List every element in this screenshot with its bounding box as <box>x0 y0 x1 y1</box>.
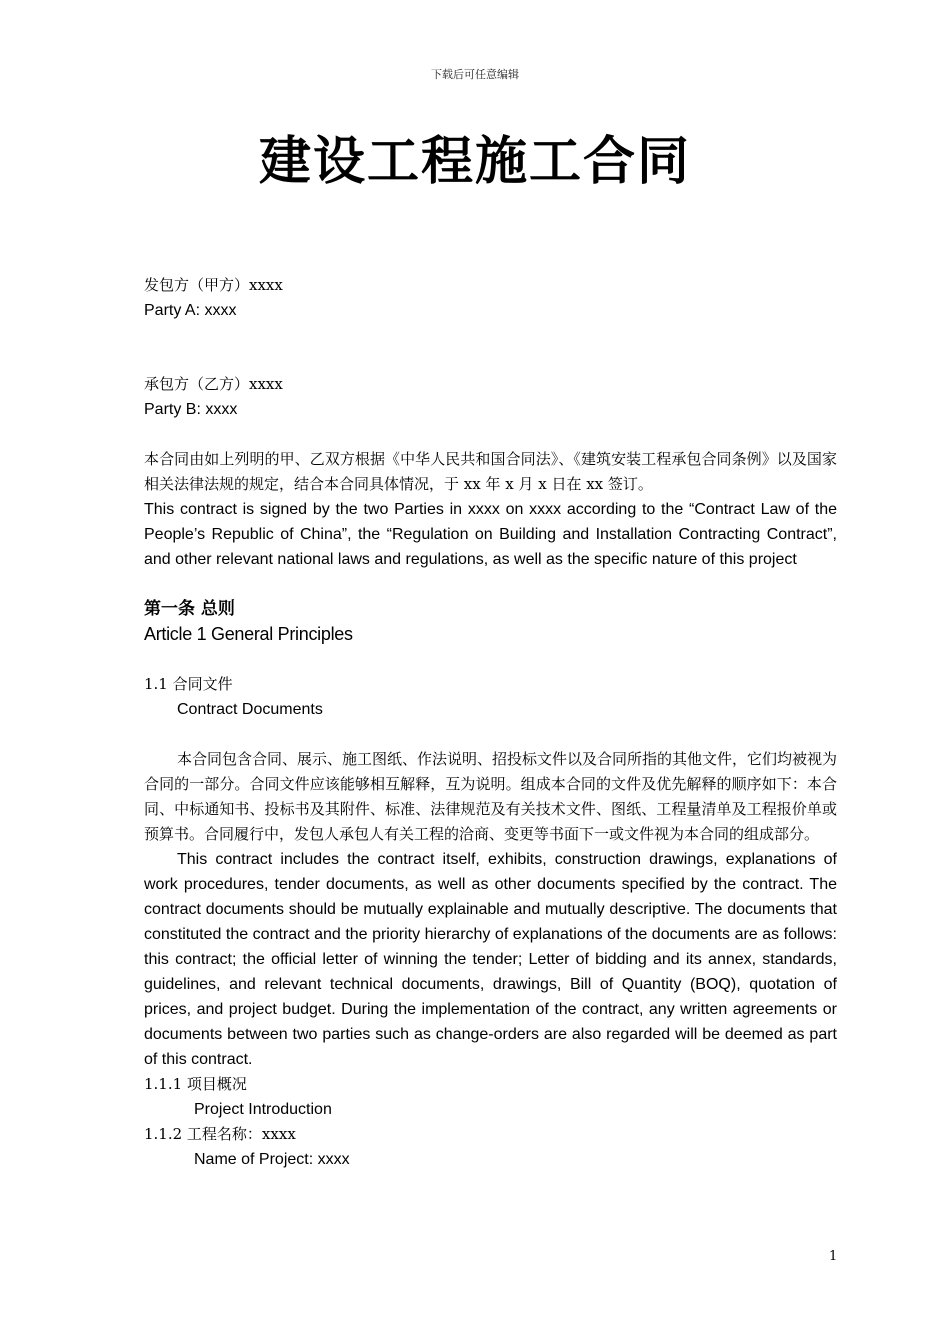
party-a-en: Party A: xxxx <box>144 302 237 319</box>
preamble-zh: 本合同由如上列明的甲、乙双方根据《中华人民共和国合同法》、《建筑安装工程承包合同条例》以及国家相关法律法规的规定，结合本合同具体情况，于 xx 年 x 月 x 日在 xx 签订。 <box>144 450 837 493</box>
section-1-1-1-label-zh: 1.1.1 项目概况 <box>144 1075 247 1093</box>
section-1-1-2-label-zh: 1.1.2 工程名称：xxxx <box>144 1125 296 1143</box>
section-1-1-body-en: This contract includes the contract itself, exhibits, construction drawings, explanations of work procedures, tender documents, as well as other documents specified by the contract. The contract documents should be mutually explainable and mutually descriptive. The documents that constituted the contract and the priority hierarchy of explanations of the documents are as follows: this contract; the official letter of winning the tender; Letter of bidding and its annex, standards, guidelines, and relevant technical documents, drawings, Bill of Quantity (BOQ), quotation of prices, and project budget. During the implementation of the contract, any written agreements or documents between two parties such as change-orders are also regarded will be deemed as part of this contract. <box>144 851 837 1068</box>
spacer <box>144 422 837 447</box>
article-1-heading-en: Article 1 General Principles <box>144 624 353 644</box>
spacer <box>144 572 837 597</box>
spacer <box>144 323 837 372</box>
page-number: 1 <box>829 1249 838 1264</box>
section-1-1-label-en: Contract Documents <box>177 701 323 718</box>
spacer <box>144 647 837 672</box>
article-1-heading-zh: 第一条 总则 <box>144 599 235 619</box>
section-1-1-label-zh: 1.1 合同文件 <box>144 675 233 693</box>
section-1-1-2-label-en: Name of Project: xxxx <box>194 1151 350 1168</box>
preamble-en: This contract is signed by the two Parties in xxxx on xxxx according to the “Contract Law of the People’s Republic of China”, the “Regulation on Building and Installation Contracting Contract”, and other relevant national laws and regulations, as well as the specific nature of this project <box>144 501 837 568</box>
header-note: 下载后可任意编辑 <box>431 68 519 81</box>
section-1-1-body-zh: 本合同包含合同、展示、施工图纸、作法说明、招投标文件以及合同所指的其他文件，它们均被视为合同的一部分。合同文件应该能够相互解释，互为说明。组成本合同的文件及优先解释的顺序如下：本合同、中标通知书、投标书及其附件、标准、法律规范及有关技术文件、图纸、工程量清单及工程报价单或预算书。合同履行中，发包人承包人有关工程的洽商、变更等书面下一或文件视为本合同的组成部分。 <box>144 750 838 843</box>
section-1-1-1-label-en: Project Introduction <box>194 1101 332 1118</box>
document-body <box>144 273 837 1172</box>
party-b-en: Party B: xxxx <box>144 401 238 418</box>
party-b-zh: 承包方（乙方）xxxx <box>144 375 283 393</box>
spacer <box>144 722 837 747</box>
document-title: 建设工程施工合同 <box>258 131 691 192</box>
party-a-zh: 发包方（甲方）xxxx <box>144 276 283 294</box>
